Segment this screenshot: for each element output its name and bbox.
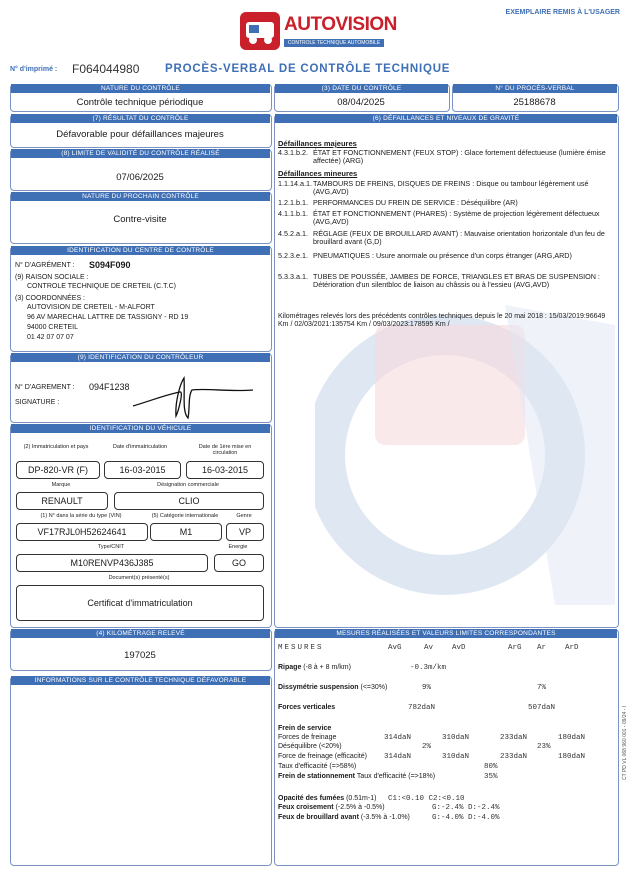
model-field: CLIO — [114, 492, 264, 510]
low-beam-limit: (-2.5% à -0.5%) — [335, 804, 385, 811]
defect-text: RÉGLAGE (FEUX DE BROUILLARD AVANT) : Mauvaise orientation horizontale d'un feu de brouillard avant (G,D) — [313, 229, 605, 247]
measures-title: MESURES — [278, 644, 324, 652]
documents-field: Certificat d'immatriculation — [16, 585, 264, 621]
braking-eff-avg: 314daN — [384, 753, 412, 761]
center-social-label: (9) RAISON SOCIALE : — [15, 274, 89, 281]
col-avd: AvD — [452, 644, 466, 652]
first-date-field: 16-03-2015 — [186, 461, 264, 479]
smoke-opacity-values: C1:<0.10 C2:<0.10 — [388, 795, 465, 803]
registration-date-label: Date d'immatriculation — [112, 444, 168, 450]
dissymmetry-label-text: Dissymétrie suspension — [278, 684, 359, 691]
result-header: (7) RÉSULTAT DU CONTRÔLE — [11, 114, 270, 123]
type-label: Type/CNIT — [97, 544, 125, 550]
nature-header: NATURE DU CONTRÔLE — [11, 84, 270, 93]
braking-eff-arg: 233daN — [500, 753, 528, 761]
efficiency-rate-label: Taux d'efficacité (=>58%) — [278, 763, 357, 770]
copy-note: EXEMPLAIRE REMIS À L'USAGER — [505, 9, 620, 16]
genre-field: VP — [226, 523, 264, 541]
minor-defects-title: Défaillances mineures — [278, 169, 358, 178]
defect-text: PERFORMANCES DU FREIN DE SERVICE : Déséquilibre (AR) — [313, 198, 518, 207]
vin-label: (1) N° dans la série du type (VIN) — [40, 513, 122, 519]
logo-badge-icon — [240, 12, 280, 50]
center-coords-line: 94000 CRETEIL — [27, 324, 78, 331]
next-control-value: Contre-visite — [113, 214, 167, 225]
braking-efficiency-label: Force de freinage (efficacité) — [278, 753, 367, 760]
defect-code: 5.3.3.a.1. — [278, 272, 308, 281]
defect-code: 4.1.1.b.1. — [278, 209, 308, 218]
center-coords-line: AUTOVISION DE CRETEIL - M-ALFORT — [27, 304, 155, 311]
documents-label: Document(s) présenté(s) — [108, 575, 170, 581]
defect-text: ÉTAT ET FONCTIONNEMENT (FEUX STOP) : Glace fortement défectueuse (lumière émise affectée) (ARG) — [313, 148, 606, 166]
dissymmetry-front: 9% — [422, 684, 432, 692]
mileage-header: (4) KILOMÉTRAGE RELEVÉ — [11, 629, 270, 638]
category-label: (5) Catégorie internationale — [151, 513, 219, 519]
col-ar: Ar — [537, 644, 547, 652]
braking-force-avd: 310daN — [442, 734, 470, 742]
energy-label: Energie — [228, 544, 248, 550]
vertical-forces-label-text: Forces verticales — [278, 704, 336, 711]
signature-image — [128, 372, 258, 424]
vin-field: VF17RJL0H52624641 — [16, 523, 148, 541]
dissymmetry-limit: (<=30%) — [360, 684, 388, 691]
low-beam-label — [278, 804, 385, 812]
date-header: (3) DATE DU CONTRÔLE — [275, 84, 448, 93]
dissymmetry-rear: 7% — [537, 684, 547, 692]
make-label: Marque — [51, 482, 71, 488]
col-avg: AvG — [388, 644, 402, 652]
ripage-label — [278, 664, 351, 672]
fog-light-limit: (-3.5% à -1.0%) — [360, 814, 410, 821]
pv-number: 25188678 — [513, 97, 556, 108]
parking-brake-label-text: Frein de stationnement — [278, 773, 356, 780]
validity-header: (8) LIMITE DE VALIDITÉ DU CONTRÔLE RÉALISÉ — [11, 149, 270, 158]
center-coords-line: 96 AV MARECHAL LATTRE DE TASSIGNY - RD 19 — [27, 314, 189, 321]
first-date-label: Date de 1ère mise en circulation — [198, 444, 252, 456]
nature-value: Contrôle technique périodique — [76, 97, 204, 108]
make-field: RENAULT — [16, 492, 108, 510]
imbalance-front: 2% — [422, 743, 432, 751]
form-reference: CT PD VL 068 960 001 - 09/24 - I — [622, 705, 628, 780]
printed-number-label: N° d'imprimé : — [10, 66, 58, 73]
defect-code: 1.1.14.a.1. — [278, 179, 312, 188]
pv-number-header: N° DU PROCÈS-VERBAL — [453, 84, 617, 93]
printed-number: F064044980 — [72, 62, 140, 76]
type-field: M10RENVP436J385 — [16, 554, 208, 572]
controller-header: (9) IDENTIFICATION DU CONTRÔLEUR — [11, 353, 270, 362]
center-agreement: S094F090 — [89, 260, 131, 270]
fog-light-values: G:-4.0% D:-4.0% — [432, 814, 500, 822]
control-date: 08/04/2025 — [337, 97, 385, 108]
ripage-label-text: Ripage — [278, 664, 302, 671]
defect-code: 5.2.3.e.1. — [278, 251, 308, 260]
parking-efficiency-label: Taux d'efficacité (=>18%) — [356, 773, 436, 780]
info-header: INFORMATIONS SUR LE CONTRÔLE TECHNIQUE DÉFAVORABLE — [11, 676, 270, 685]
genre-label: Genre — [236, 513, 252, 519]
logo-text: AUTOVISION — [284, 14, 397, 35]
defect-code: 4.5.2.a.1. — [278, 229, 308, 238]
low-beam-label-text: Feux croisement — [278, 804, 334, 811]
smoke-opacity-label-text: Opacité des fumées — [278, 795, 345, 802]
mileage-value: 197025 — [124, 650, 156, 661]
major-defects-title: Défaillances majeures — [278, 139, 357, 148]
col-av: Av — [424, 644, 434, 652]
registration-field: DP-820-VR (F) — [16, 461, 100, 479]
braking-eff-avd: 310daN — [442, 753, 470, 761]
vehicle-header: IDENTIFICATION DU VÉHICULE — [11, 424, 270, 433]
measures-header: MESURES RÉALISÉES ET VALEURS LIMITES CORRESPONDANTES — [275, 629, 617, 638]
col-arg: ArG — [508, 644, 522, 652]
page-title: PROCÈS-VERBAL DE CONTRÔLE TECHNIQUE — [165, 63, 451, 75]
parking-efficiency-rate: 35% — [484, 773, 498, 781]
controller-agreement: 094F1238 — [89, 382, 130, 392]
fog-light-label-text: Feux de brouillard avant — [278, 814, 359, 821]
defect-code: 4.3.1.b.2. — [278, 148, 308, 157]
dissymmetry-label — [278, 684, 387, 692]
imbalance-label: Déséquilibre (<20%) — [278, 743, 342, 750]
logo-subtitle: CONTROLE TECHNIQUE AUTOMOBILE — [284, 39, 384, 47]
service-brake-label-text: Frein de service — [278, 725, 332, 732]
defect-text: ÉTAT ET FONCTIONNEMENT (PHARES) : Système de projection légèrement défectueux (AVG,AVD) — [313, 209, 600, 227]
imbalance-rear: 23% — [537, 743, 551, 751]
low-beam-values: G:-2.4% D:-2.4% — [432, 804, 500, 812]
result-value: Défavorable pour défaillances majeures — [56, 129, 224, 140]
vertical-forces-front: 782daN — [408, 704, 436, 712]
parking-brake-label — [278, 773, 435, 781]
service-brake-label — [278, 725, 331, 733]
center-social: CONTROLE TECHNIQUE DE CRETEIL (C.T.C) — [27, 283, 176, 290]
model-label: Désignation commerciale — [157, 482, 219, 488]
smoke-opacity-unit: (0.51m-1) — [346, 795, 377, 802]
ripage-limit: (-8 à + 8 m/km) — [303, 664, 351, 671]
defect-code: 1.2.1.b.1. — [278, 198, 308, 207]
defect-text: TAMBOURS DE FREINS, DISQUES DE FREINS : Disque ou tambour légèrement usé (AVG,AVD) — [313, 179, 589, 197]
braking-forces-label: Forces de freinage — [278, 734, 337, 741]
braking-eff-ard: 180daN — [558, 753, 586, 761]
next-control-header: NATURE DU PROCHAIN CONTRÔLE — [11, 192, 270, 201]
center-coords-line: 01 42 07 07 07 — [27, 334, 74, 341]
energy-field: GO — [214, 554, 264, 572]
defects-header: (6) DÉFAILLANCES ET NIVEAUX DE GRAVITÉ — [275, 114, 617, 123]
info-box — [10, 676, 272, 866]
validity-value: 07/06/2025 — [116, 172, 164, 183]
efficiency-rate: 80% — [484, 763, 498, 771]
controller-signature-label: SIGNATURE : — [15, 399, 60, 406]
center-coords-label: (3) COORDONNÉES : — [15, 295, 86, 302]
braking-force-arg: 233daN — [500, 734, 528, 742]
smoke-opacity-label — [278, 795, 376, 803]
vertical-forces-label — [278, 704, 335, 712]
logo — [240, 12, 397, 50]
vertical-forces-rear: 507daN — [528, 704, 556, 712]
mileage-history: Kilométrages relevés lors des précédents contrôles techniques depuis le 20 mai 2018 : 15/03/2019:96649 Km / 02/03/2021:135754 Km / 09/03/2023:178595 Km / — [278, 313, 606, 329]
col-ard: ArD — [565, 644, 579, 652]
registration-date-field: 16-03-2015 — [104, 461, 181, 479]
defect-text: PNEUMATIQUES : Usure anormale ou présence d'un corps étranger (ARG,ARD) — [313, 251, 572, 260]
center-agreement-label: N° D'AGRÉMENT : — [15, 262, 75, 269]
braking-force-ard: 180daN — [558, 734, 586, 742]
fog-light-label — [278, 814, 410, 822]
center-header: IDENTIFICATION DU CENTRE DE CONTRÔLE — [11, 246, 270, 255]
braking-force-avg: 314daN — [384, 734, 412, 742]
ripage-value: -0.3m/km — [410, 664, 447, 672]
registration-label: (2) Immatriculation et pays — [23, 444, 89, 450]
controller-agreement-label: N° D'AGREMENT : — [15, 384, 75, 391]
category-field: M1 — [150, 523, 222, 541]
defect-text: TUBES DE POUSSÉE, JAMBES DE FORCE, TRIANGLES ET BRAS DE SUSPENSION : Détérioration d'un silentbloc de liaison au châssis ou à l'essieu (AVG,AVD) — [313, 272, 600, 290]
